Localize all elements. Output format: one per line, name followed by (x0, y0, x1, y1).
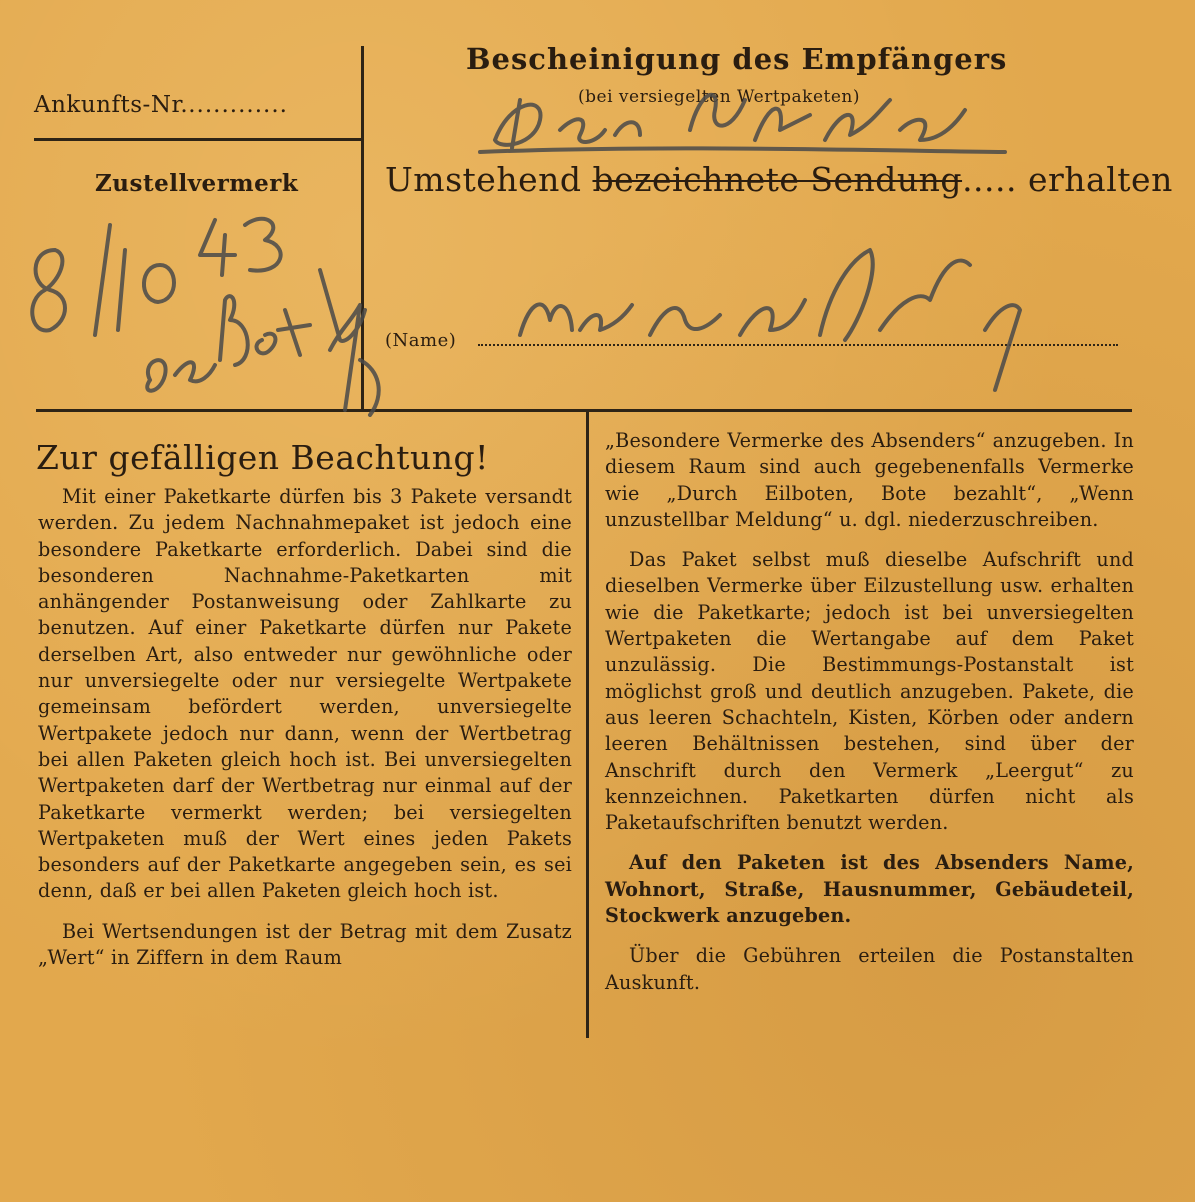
notice-paragraph-bold: Auf den Paketen ist des Absenders Name, Wohnort, Straße, Hausnummer, Gebäudeteil, Stockwerk anzugeben. (605, 851, 1134, 928)
notice-paragraph: Über die Gebühren erteilen die Postanstalten Auskunft. (605, 944, 1134, 994)
notice-paragraph: Mit einer Paketkarte dürfen bis 3 Pakete versandt werden. Zu jedem Nachnahmepaket ist jedoch eine besondere Paketkarte erforderlich. Dabei sind die besonderen Nachnahme-Paketkarten mit anhängender Postanweisung oder Zahlkarte zu benutzen. Auf einer Paketkarte dürfen nur Pakete derselben Art, also entweder nur gewöhnliche oder nur unversiegelte oder nur versiegelte Wertpakete gemeinsam befördert werden, unversiegelte Wertpakete jedoch nur dann, wenn der Wertbetrag bei allen Paketen gleich hoch ist. Bei unversiegelten Wertpaketen darf der Wertbetrag nur einmal auf der Paketkarte vermerkt werden; bei versiegelten Wertpaketen muß der Wert eines jeden Pakets besonders auf der Paketkarte angegeben sein, es sei denn, daß er bei allen Paketen gleich hoch ist. (38, 485, 572, 903)
notice-paragraph: Bei Wertsendungen ist der Betrag mit dem Zusatz „Wert“ in Ziffern in dem Raum (38, 919, 572, 970)
name-label: (Name) (385, 330, 457, 351)
struck-text: bezeichnete Sendung (592, 160, 963, 199)
notice-paragraph: Das Paket selbst muß dieselbe Aufschrift und dieselben Vermerke über Eilzustellung usw. erhalten wie die Paketkarte; jedoch ist bei unversiegelten Wertpaketen die Wertangabe auf dem Paket unzulässig. Die Bestimmungs-Postanstalt ist möglichst groß und deutlich anzugeben. Pakete, die aus leeren Schachteln, Kisten, Körben oder andern leeren Behältnissen bestehen, sind über der Anschrift durch den Vermerk „Leergut“ zu kennzeichnen. Paketkarten dürfen nicht als Paketaufschriften benutzt werden. (605, 548, 1134, 835)
notice-paragraph: „Besondere Vermerke des Absenders“ anzugeben. In diesem Raum sind auch gegebenenfalls Vermerke wie „Durch Eilboten, Bote bezahlt“, „Wenn unzustellbar Meldung“ u. dgl. niederzuschreiben. (605, 429, 1134, 531)
certificate-title: Bescheinigung des Empfängers (466, 42, 1008, 76)
delivery-note-label: Zustellvermerk (95, 170, 299, 197)
received-line: Umstehend bezeichnete Sendung..... erhalten (385, 160, 1173, 199)
notice-title: Zur gefälligen Beachtung! (36, 438, 489, 477)
arrival-number-label: Ankunfts-Nr............. (34, 92, 288, 118)
certificate-subtitle: (bei versiegelten Wertpaketen) (578, 87, 861, 107)
